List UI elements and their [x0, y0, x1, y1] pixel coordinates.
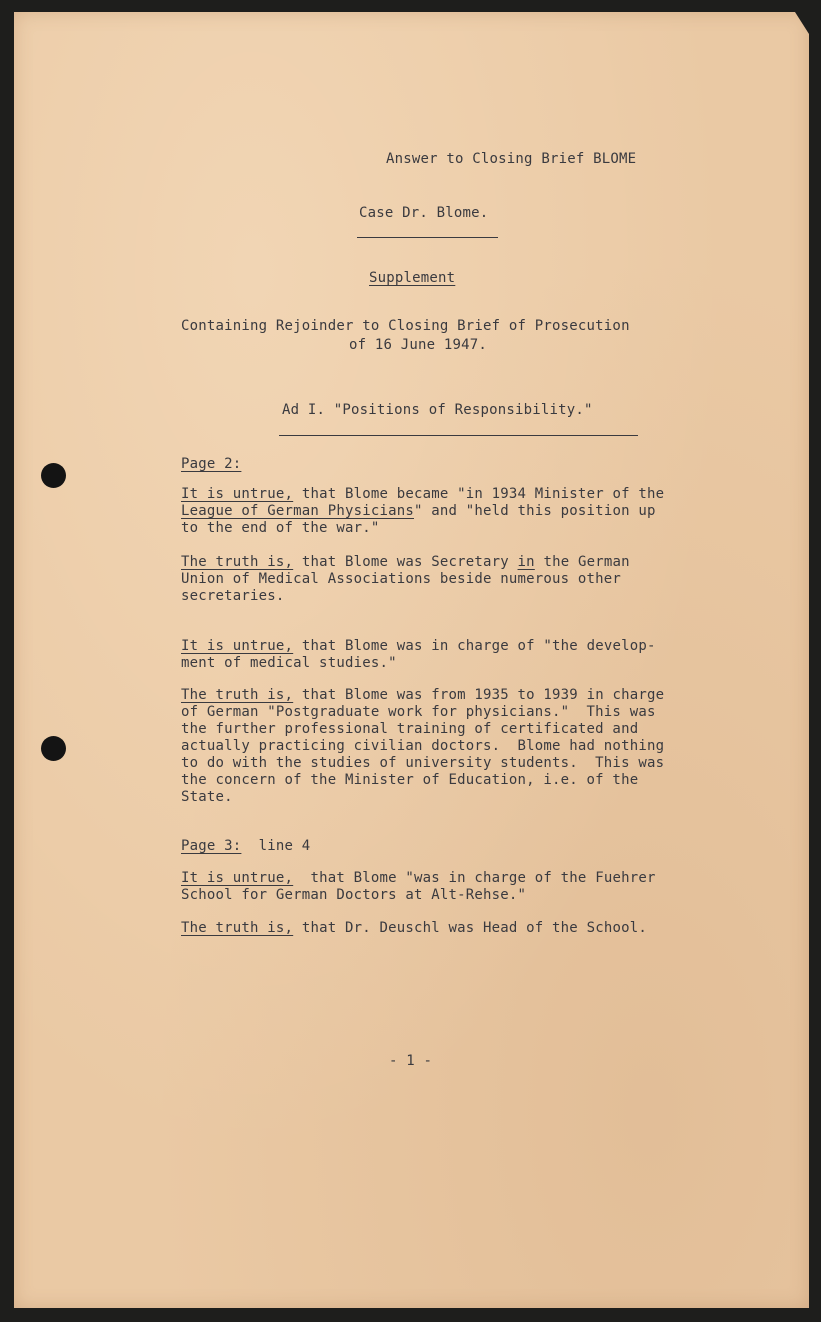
- item2-truth-line6: the concern of the Minister of Education, i.e. of the: [181, 772, 639, 788]
- text-run: that Blome was from 1935 to 1939 in charge: [293, 687, 665, 703]
- truth-lead: The truth is,: [181, 554, 294, 570]
- page-2-label: Page 2:: [181, 456, 242, 472]
- supplement-heading: Supplement: [369, 270, 456, 286]
- punch-hole-top: [41, 463, 66, 488]
- text-run: that Blome became "in 1934 Minister of the: [293, 486, 665, 502]
- text-run: " and "held this position up: [413, 503, 656, 519]
- punch-hole-bottom: [41, 736, 66, 761]
- text-run: the German: [534, 554, 630, 570]
- item1-untrue-line1: [181, 486, 664, 503]
- containing-line-2: of 16 June 1947.: [349, 337, 488, 353]
- document-title: Answer to Closing Brief BLOME: [386, 151, 637, 167]
- item3-untrue-line1: [181, 870, 656, 887]
- untrue-lead: It is untrue,: [181, 638, 294, 654]
- item2-truth-line4: actually practicing civilian doctors. Blome had nothing: [181, 738, 665, 754]
- untrue-lead: It is untrue,: [181, 486, 294, 502]
- item2-untrue-line2: ment of medical studies.": [181, 655, 397, 671]
- item2-truth-line3: the further professional training of certificated and: [181, 721, 639, 737]
- text-run: that Blome was in charge of "the develop-: [293, 638, 656, 654]
- text-run: line 4: [241, 838, 311, 854]
- containing-line-1: Containing Rejoinder to Closing Brief of Prosecution: [181, 318, 630, 334]
- document-page: [14, 12, 809, 1308]
- underlined-word: in: [517, 554, 535, 570]
- case-heading: Case Dr. Blome.: [359, 205, 489, 221]
- truth-lead: The truth is,: [181, 920, 294, 936]
- section-heading: Ad I. "Positions of Responsibility.": [282, 402, 593, 418]
- text-run: that Blome "was in charge of the Fuehrer: [293, 870, 656, 886]
- item2-truth-line7: State.: [181, 789, 233, 805]
- page-3-line: [181, 838, 310, 855]
- page-3-label: Page 3:: [181, 838, 242, 854]
- truth-lead: The truth is,: [181, 687, 294, 703]
- case-underline: [357, 237, 498, 238]
- item2-truth-line5: to do with the studies of university students. This was: [181, 755, 665, 771]
- item1-untrue-line3: to the end of the war.": [181, 520, 380, 536]
- untrue-lead: It is untrue,: [181, 870, 294, 886]
- item1-untrue-line2: [181, 503, 656, 520]
- text-run: that Blome was Secretary: [293, 554, 518, 570]
- item1-truth-line2: Union of Medical Associations beside numerous other: [181, 571, 622, 587]
- item1-truth-line3: secretaries.: [181, 588, 285, 604]
- item1-truth-line1: [181, 554, 630, 571]
- item3-untrue-line2: School for German Doctors at Alt-Rehse.": [181, 887, 527, 903]
- item3-truth-line1: [181, 920, 647, 937]
- item2-truth-line1: [181, 687, 664, 704]
- item2-truth-line2: of German "Postgraduate work for physicians." This was: [181, 704, 656, 720]
- torn-corner: [795, 12, 809, 34]
- page-number: - 1 -: [389, 1053, 433, 1069]
- underlined-phrase: League of German Physicians: [181, 503, 414, 519]
- text-run: that Dr. Deuschl was Head of the School.: [293, 920, 647, 936]
- section-underline: [279, 435, 638, 436]
- item2-untrue-line1: [181, 638, 656, 655]
